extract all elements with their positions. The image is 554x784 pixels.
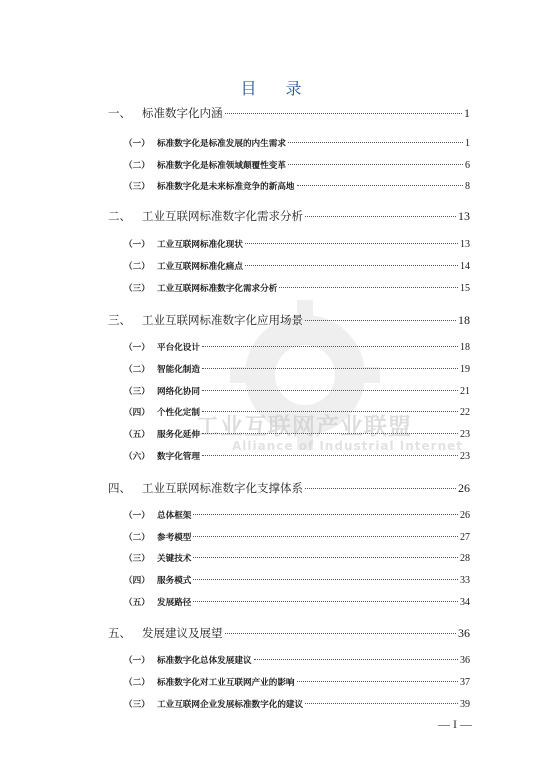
toc-dot-leader [193, 601, 458, 602]
toc-dot-leader [279, 287, 458, 288]
toc-entry-number: 五、 [108, 626, 131, 640]
toc-entry-number: 二、 [108, 209, 131, 223]
toc-entry-page: 22 [460, 407, 470, 418]
toc-dot-leader [193, 514, 458, 515]
toc-entry-page: 15 [460, 283, 470, 294]
toc-section-entry[interactable] [124, 341, 470, 353]
toc-dot-leader [288, 142, 463, 143]
toc-dot-leader [202, 368, 458, 369]
toc-section-entry[interactable] [124, 676, 470, 688]
toc-section-entry[interactable] [124, 428, 470, 440]
toc-dot-leader [305, 703, 458, 704]
toc-entry-page: 19 [460, 364, 470, 375]
toc-entry-title: 标准数字化对工业互联网产业的影响 [157, 678, 295, 688]
toc-entry-page: 1 [465, 138, 470, 149]
toc-entry-title: 标准数字化内涵 [142, 106, 223, 120]
toc-entry-page: 27 [460, 532, 470, 543]
toc-entry-title: 关键技术 [157, 554, 192, 564]
toc-section-entry[interactable] [124, 450, 470, 462]
toc-entry-page: 37 [460, 677, 470, 688]
toc-entry-page: 28 [460, 553, 470, 564]
toc-entry-title: 工业互联网标准化现状 [157, 240, 243, 250]
toc-dot-leader [305, 320, 456, 321]
toc-dot-leader [297, 681, 458, 682]
toc-chapter-entry[interactable] [108, 105, 470, 121]
toc-section-entry[interactable] [124, 509, 470, 521]
toc-entry-title: 网络化协同 [157, 387, 200, 397]
toc-entry-number: （一） [124, 343, 150, 353]
toc-section-entry[interactable] [124, 654, 470, 666]
toc-entry-number: 三、 [108, 313, 131, 327]
toc-dot-leader [202, 390, 458, 391]
toc-section-entry[interactable] [124, 406, 470, 418]
toc-entry-page: 21 [460, 386, 470, 397]
toc-entry-title: 工业互联网标准数字化应用场景 [142, 313, 303, 327]
toc-dot-leader [225, 633, 457, 634]
toc-entry-page: 13 [458, 209, 470, 223]
toc-entry-title: 工业互联网标准数字化需求分析 [142, 209, 303, 223]
page-number: — I — [438, 717, 472, 731]
toc-chapter-entry[interactable] [108, 312, 470, 328]
toc-dot-leader [288, 164, 463, 165]
toc-entry-title: 数字化管理 [157, 452, 200, 462]
toc-entry-page: 8 [465, 181, 470, 192]
watermark-text: 工业互联网产业联盟 [196, 414, 412, 440]
toc-section-entry[interactable] [124, 596, 470, 608]
toc-entry-title: 标准数字化总体发展建议 [157, 656, 252, 666]
toc-entry-number: （四） [124, 408, 150, 418]
toc-entry-title: 总体框架 [157, 511, 192, 521]
toc-dot-leader [202, 455, 458, 456]
toc-entry-title: 个性化定制 [157, 408, 200, 418]
toc-dot-leader [305, 216, 456, 217]
toc-entry-number: （一） [124, 511, 150, 521]
toc-entry-page: 23 [460, 451, 470, 462]
toc-entry-number: （一） [124, 656, 150, 666]
toc-entry-number: （一） [124, 139, 150, 149]
toc-dot-leader [305, 488, 456, 489]
toc-entry-title: 标准数字化是标准发展的内生需求 [157, 139, 286, 149]
toc-chapter-entry[interactable] [108, 480, 470, 496]
toc-dot-leader [245, 243, 458, 244]
toc-section-entry[interactable] [124, 531, 470, 543]
toc-entry-number: （三） [124, 284, 150, 294]
toc-dot-leader [202, 433, 458, 434]
toc-dot-leader [245, 265, 458, 266]
toc-entry-title: 服务模式 [157, 576, 192, 586]
toc-entry-page: 34 [460, 597, 470, 608]
toc-dot-leader [225, 113, 463, 114]
toc-entry-number: （二） [124, 365, 150, 375]
toc-entry-page: 26 [460, 510, 470, 521]
toc-section-entry[interactable] [124, 282, 470, 294]
toc-entry-number: （二） [124, 161, 150, 171]
toc-entry-title: 标准数字化是未来标准竞争的新高地 [157, 182, 295, 192]
toc-entry-number: （二） [124, 678, 150, 688]
toc-entry-page: 23 [460, 429, 470, 440]
toc-entry-title: 发展路径 [157, 598, 192, 608]
toc-section-entry[interactable] [124, 574, 470, 586]
toc-dot-leader [254, 659, 458, 660]
toc-entry-title: 服务化延伸 [157, 430, 200, 440]
toc-entry-page: 36 [458, 626, 470, 640]
toc-entry-title: 平台化设计 [157, 343, 200, 353]
toc-section-entry[interactable] [124, 180, 470, 192]
toc-entry-number: （二） [124, 262, 150, 272]
toc-entry-number: （二） [124, 533, 150, 543]
toc-entry-number: 一、 [108, 106, 131, 120]
toc-dot-leader [193, 557, 458, 558]
toc-chapter-entry[interactable] [108, 208, 470, 224]
toc-entry-number: 四、 [108, 481, 131, 495]
toc-entry-page: 14 [460, 261, 470, 272]
toc-entry-page: 33 [460, 575, 470, 586]
toc-entry-number: （三） [124, 387, 150, 397]
toc-entry-title: 工业互联网标准化痛点 [157, 262, 243, 272]
toc-entry-number: （三） [124, 554, 150, 564]
toc-entry-page: 6 [465, 160, 470, 171]
toc-entry-title: 工业互联网标准数字化支撑体系 [142, 481, 303, 495]
toc-dot-leader [202, 411, 458, 412]
toc-section-entry[interactable] [124, 552, 470, 564]
toc-dot-leader [193, 536, 458, 537]
toc-entry-number: （四） [124, 576, 150, 586]
toc-entry-title: 工业互联网企业发展标准数字化的建议 [157, 700, 304, 710]
toc-entry-page: 18 [460, 342, 470, 353]
toc-entry-number: （三） [124, 700, 150, 710]
toc-entry-page: 26 [458, 481, 470, 495]
toc-entry-page: 13 [460, 239, 470, 250]
toc-section-entry[interactable] [124, 137, 470, 149]
toc-chapter-entry[interactable] [108, 625, 470, 641]
toc-section-entry[interactable] [124, 159, 470, 171]
toc-entry-page: 18 [458, 313, 470, 327]
toc-entry-title: 发展建议及展望 [142, 626, 223, 640]
toc-section-entry[interactable] [124, 698, 470, 710]
toc-entry-number: （一） [124, 240, 150, 250]
toc-entry-title: 参考模型 [157, 533, 192, 543]
toc-entry-title: 工业互联网标准数字化需求分析 [157, 284, 278, 294]
toc-entry-page: 39 [460, 699, 470, 710]
toc-entry-page: 36 [460, 655, 470, 666]
toc-dot-leader [297, 185, 463, 186]
watermark-subtext: Alliance of Industrial Internet [232, 439, 463, 453]
toc-dot-leader [193, 579, 458, 580]
toc-dot-leader [202, 346, 458, 347]
toc-entry-number: （五） [124, 430, 150, 440]
toc-entry-title: 标准数字化是标准领域颠覆性变革 [157, 161, 286, 171]
toc-entry-title: 智能化制造 [157, 365, 200, 375]
toc-section-entry[interactable] [124, 238, 470, 250]
toc-entry-page: 1 [464, 106, 470, 120]
page-title: 目 录 [240, 79, 314, 98]
toc-section-entry[interactable] [124, 385, 470, 397]
toc-entry-number: （六） [124, 452, 150, 462]
toc-entry-number: （五） [124, 598, 150, 608]
toc-section-entry[interactable] [124, 260, 470, 272]
toc-entry-number: （三） [124, 182, 150, 192]
toc-section-entry[interactable] [124, 363, 470, 375]
